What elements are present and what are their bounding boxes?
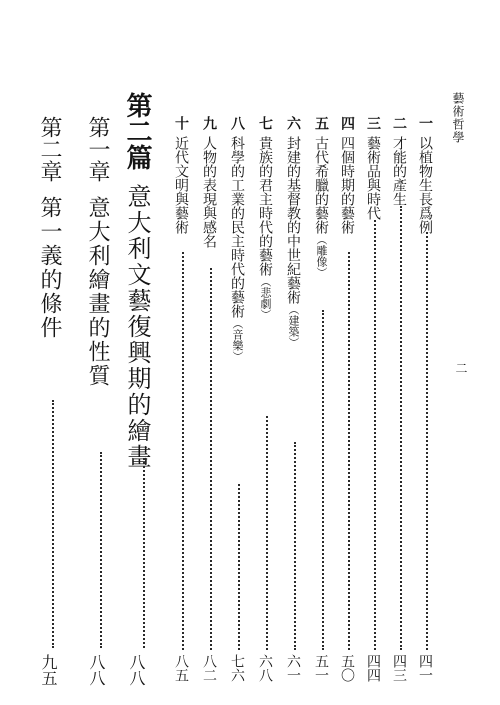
toc-entry[interactable] xyxy=(174,0,194,705)
toc-entry[interactable] xyxy=(340,0,360,705)
entry-page: 八二 xyxy=(201,654,217,682)
chapter-page: 九五 xyxy=(39,654,58,686)
part-label: 第二篇 xyxy=(122,92,152,170)
part-page: 八八 xyxy=(127,654,146,686)
entry-number: 六 xyxy=(285,116,301,130)
entry-title: 才能的產生 xyxy=(391,136,407,206)
chapter-page: 八八 xyxy=(87,654,106,686)
toc-entry[interactable] xyxy=(286,0,306,705)
dot-leader xyxy=(52,400,54,648)
entry-page: 四四 xyxy=(365,654,381,682)
chapter-entry[interactable] xyxy=(86,0,116,705)
entry-page: 六一 xyxy=(285,654,301,682)
dot-leader xyxy=(348,252,350,650)
entry-page: 七六 xyxy=(229,654,245,682)
toc-entry[interactable] xyxy=(392,0,412,705)
toc-entry[interactable] xyxy=(418,0,438,705)
dot-leader xyxy=(238,484,240,650)
entry-number: 五 xyxy=(313,116,329,130)
chapter-title: 第一義的條件 xyxy=(37,196,62,340)
entry-title: 藝術品與時代 xyxy=(365,136,381,220)
dot-leader xyxy=(266,416,268,650)
entry-page: 五〇 xyxy=(339,654,355,682)
dot-leader xyxy=(322,310,324,650)
entry-number: 一 xyxy=(417,116,433,130)
chapter-entry[interactable] xyxy=(38,0,68,705)
entry-note: （雕像） xyxy=(315,234,328,278)
dot-leader xyxy=(426,232,428,650)
dot-leader xyxy=(182,252,184,650)
part-heading[interactable] xyxy=(124,0,164,705)
toc-entry[interactable] xyxy=(202,0,222,705)
entry-title: 近代文明與藝術 xyxy=(173,136,189,234)
dot-leader xyxy=(294,442,296,650)
toc-entry[interactable] xyxy=(230,0,250,705)
toc-entry[interactable] xyxy=(258,0,278,705)
entry-number: 七 xyxy=(257,116,273,130)
entry-page: 六八 xyxy=(257,654,273,682)
chapter-label: 第一章 xyxy=(85,116,110,182)
dot-leader xyxy=(143,458,145,648)
entry-number: 十 xyxy=(173,116,189,130)
dot-leader xyxy=(210,268,212,650)
entry-title: 四個時期的藝術 xyxy=(339,136,355,234)
entry-title: 古代希臘的藝術 xyxy=(313,136,329,234)
running-title: 藝術哲學 xyxy=(451,92,465,144)
entry-title: 封建的基督教的中世紀藝術 xyxy=(285,136,301,304)
entry-number: 八 xyxy=(229,116,245,130)
dot-leader xyxy=(374,220,376,650)
entry-note: （悲劇） xyxy=(259,276,272,320)
dot-leader xyxy=(400,206,402,650)
entry-title: 人物的表現與感名 xyxy=(201,136,217,248)
entry-number: 二 xyxy=(391,116,407,130)
dot-leader xyxy=(100,452,102,648)
entry-number: 三 xyxy=(365,116,381,130)
toc-entry[interactable] xyxy=(314,0,334,705)
entry-page: 四一 xyxy=(417,654,433,682)
chapter-title: 意大利繪畫的性質 xyxy=(85,196,110,388)
entry-page: 八五 xyxy=(173,654,189,682)
entry-note: （建築） xyxy=(287,304,300,348)
part-title: 意大利文藝復興期的繪畫 xyxy=(123,184,151,470)
entry-note: （音樂） xyxy=(231,318,244,362)
toc-entry[interactable] xyxy=(366,0,386,705)
entry-number: 九 xyxy=(201,116,217,130)
entry-page: 四三 xyxy=(391,654,407,682)
entry-page: 五一 xyxy=(313,654,329,682)
entry-title: 貴族的君主時代的藝術 xyxy=(257,136,273,276)
chapter-label: 第二章 xyxy=(37,116,62,182)
entry-number: 四 xyxy=(339,116,355,130)
entry-title: 科學的工業的民主時代的藝術 xyxy=(229,136,245,318)
page-number: 二 xyxy=(454,362,468,374)
entry-title: 以植物生長爲例 xyxy=(417,136,433,234)
